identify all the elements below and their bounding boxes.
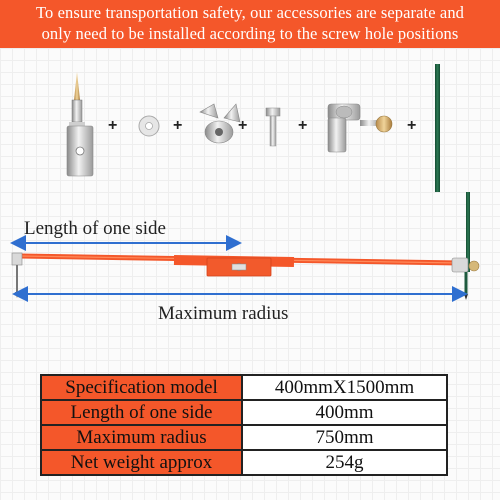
spec-label: Maximum radius bbox=[41, 425, 242, 450]
table-row bbox=[41, 425, 447, 450]
pencil-rod-icon bbox=[435, 64, 440, 192]
compass-beam bbox=[20, 255, 460, 276]
radius-label: Maximum radius bbox=[158, 303, 289, 324]
banner-line-1: To ensure transportation safety, our accessories are separate and bbox=[35, 3, 465, 22]
table-row bbox=[41, 375, 447, 400]
plus-sign: + bbox=[298, 117, 308, 134]
spec-table bbox=[40, 374, 448, 476]
spec-label: Net weight approx bbox=[41, 450, 242, 475]
needle-tip-icon bbox=[67, 72, 93, 176]
spec-label: Specification model bbox=[41, 375, 242, 400]
plus-sign: + bbox=[238, 117, 248, 134]
washer-icon bbox=[139, 116, 159, 136]
banner-line-2: only need to be installed according to the screw hole positions bbox=[41, 24, 459, 43]
spec-value: 400mmX1500mm bbox=[242, 375, 447, 400]
bolt-icon bbox=[266, 108, 280, 146]
spec-label: Length of one side bbox=[41, 400, 242, 425]
plus-sign: + bbox=[108, 117, 118, 134]
spec-value: 400mm bbox=[242, 400, 447, 425]
accessories-row bbox=[0, 0, 500, 200]
table-row bbox=[41, 400, 447, 425]
plus-sign: + bbox=[407, 117, 417, 134]
wing-nut-icon bbox=[200, 104, 240, 143]
table-row bbox=[41, 450, 447, 475]
pen-clamp-icon bbox=[328, 104, 392, 152]
spec-value: 254g bbox=[242, 450, 447, 475]
spec-value: 750mm bbox=[242, 425, 447, 450]
plus-sign: + bbox=[173, 117, 183, 134]
length-label: Length of one side bbox=[24, 218, 166, 239]
pencil-holder-icon bbox=[452, 192, 479, 300]
needle-point-icon bbox=[12, 253, 22, 298]
